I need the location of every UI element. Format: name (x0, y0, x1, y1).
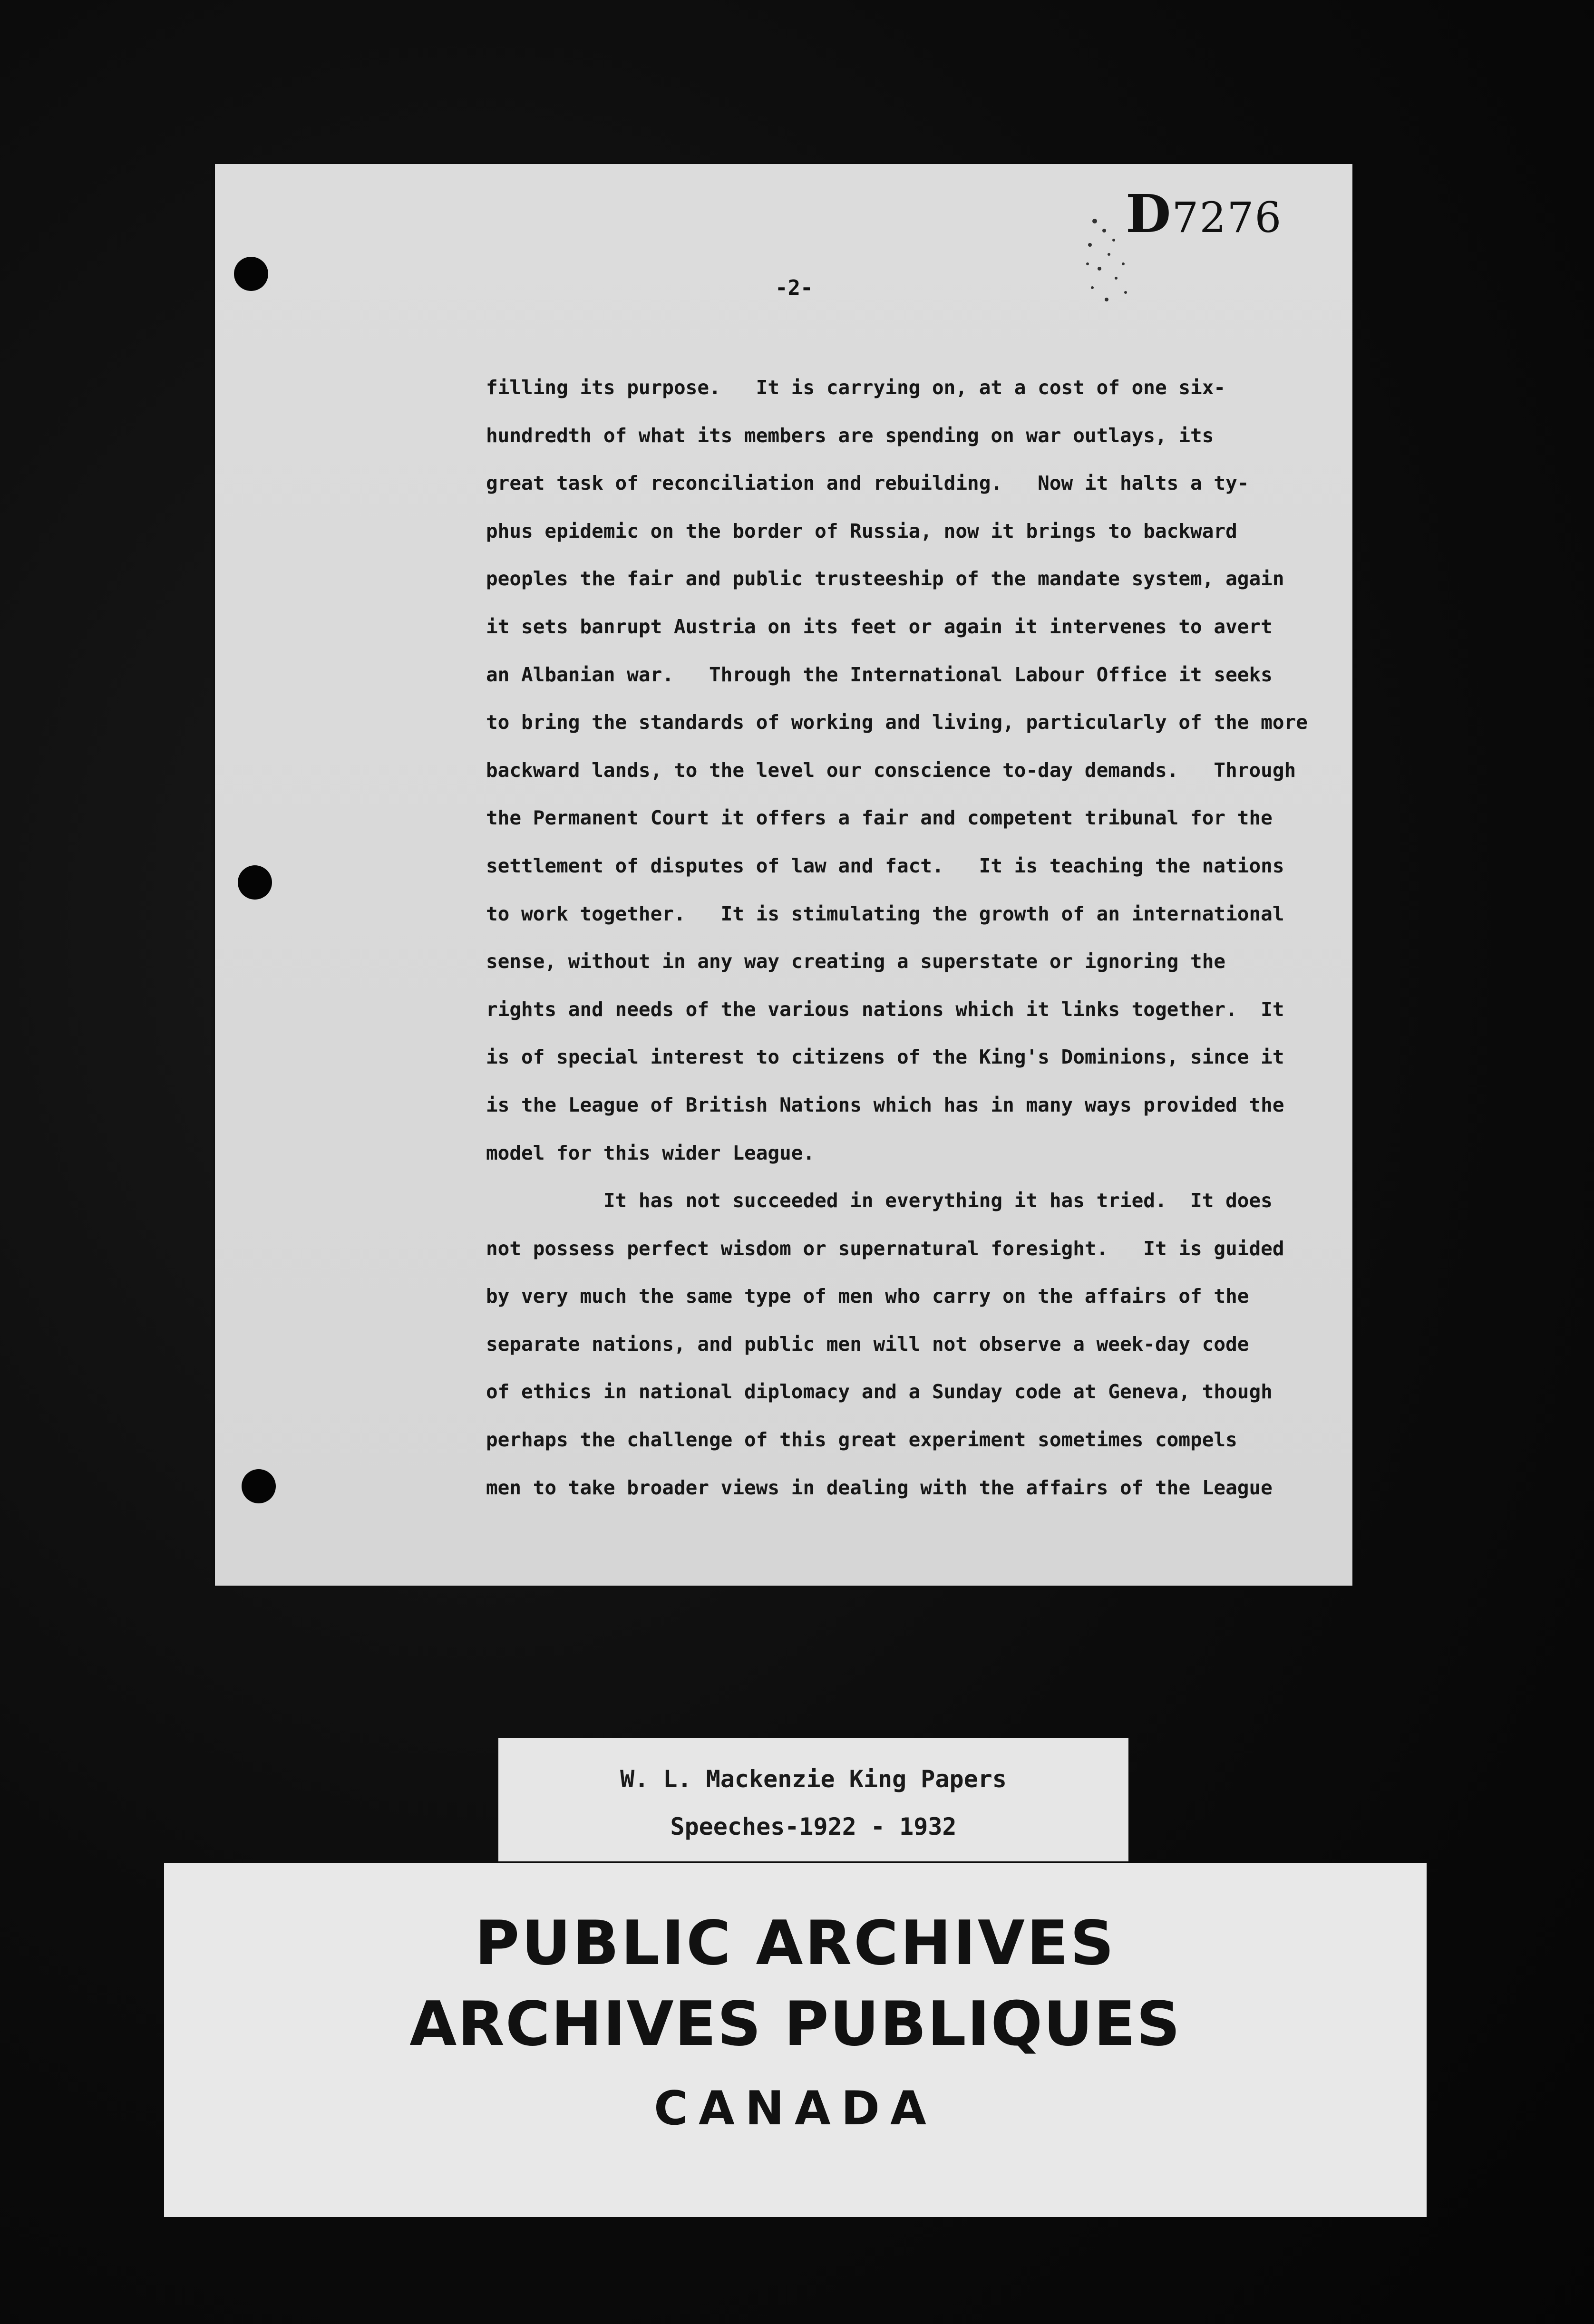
text-line: phus epidemic on the border of Russia, now it brings to backward (486, 519, 1237, 542)
text-line: hundredth of what its members are spending on war outlays, its (486, 424, 1214, 447)
text-line: is the League of British Nations which has in many ways provided the (486, 1093, 1284, 1116)
collection-label-subtitle: Speeches-1922 - 1932 (670, 1813, 957, 1840)
archive-label-country: CANADA (654, 2082, 937, 2136)
text-line: not possess perfect wisdom or supernatural foresight. It is guided (486, 1237, 1284, 1260)
text-line: it sets banrupt Austria on its feet or again it intervenes to avert (486, 615, 1273, 638)
typed-page (215, 164, 1352, 1586)
archive-label-french: ARCHIVES PUBLIQUES (409, 1989, 1181, 2060)
text-line: filling its purpose. It is carrying on, at a cost of one six- (486, 376, 1226, 399)
text-line: backward lands, to the level our conscience to-day demands. Through (486, 758, 1296, 782)
text-line: settlement of disputes of law and fact. It is teaching the nations (486, 854, 1284, 877)
text-line: separate nations, and public men will not observe a week-day code (486, 1332, 1249, 1356)
text-line: It has not succeeded in everything it has tried. It does (486, 1189, 1273, 1212)
text-line: an Albanian war. Through the International Labour Office it seeks (486, 663, 1273, 686)
punch-hole-top (234, 257, 268, 291)
text-line: perhaps the challenge of this great experiment sometimes compels (486, 1428, 1237, 1452)
stamp-number: 7276 (1172, 193, 1283, 242)
text-line: to work together. It is stimulating the growth of an international (486, 902, 1284, 925)
page-number: -2- (775, 276, 813, 300)
document-stamp-number (1126, 183, 1282, 244)
text-line: men to take broader views in dealing with the affairs of the League (486, 1476, 1273, 1499)
punch-hole-bottom (242, 1469, 276, 1503)
text-line: by very much the same type of men who carry on the affairs of the (486, 1285, 1249, 1308)
text-line: to bring the standards of working and living, particularly of the more (486, 711, 1308, 734)
text-line: the Permanent Court it offers a fair and competent tribunal for the (486, 806, 1273, 830)
text-line: of ethics in national diplomacy and a Sunday code at Geneva, though (486, 1380, 1273, 1404)
text-line: sense, without in any way creating a superstate or ignoring the (486, 950, 1226, 973)
archive-label-english: PUBLIC ARCHIVES (475, 1908, 1116, 1979)
text-line: peoples the fair and public trusteeship of the mandate system, again (486, 567, 1284, 591)
archive-label (164, 1863, 1427, 2217)
stamp-letter: D (1126, 183, 1172, 244)
text-line: rights and needs of the various nations which it links together. It (486, 997, 1284, 1021)
text-line: is of special interest to citizens of the King's Dominions, since it (486, 1046, 1284, 1069)
collection-label-title: W. L. Mackenzie King Papers (620, 1765, 1007, 1793)
punch-hole-middle (238, 865, 272, 900)
text-line: model for this wider League. (486, 1141, 815, 1164)
typed-body-text (486, 364, 1332, 1511)
text-line: great task of reconciliation and rebuilding. Now it halts a ty- (486, 472, 1249, 495)
collection-label (498, 1738, 1128, 1861)
